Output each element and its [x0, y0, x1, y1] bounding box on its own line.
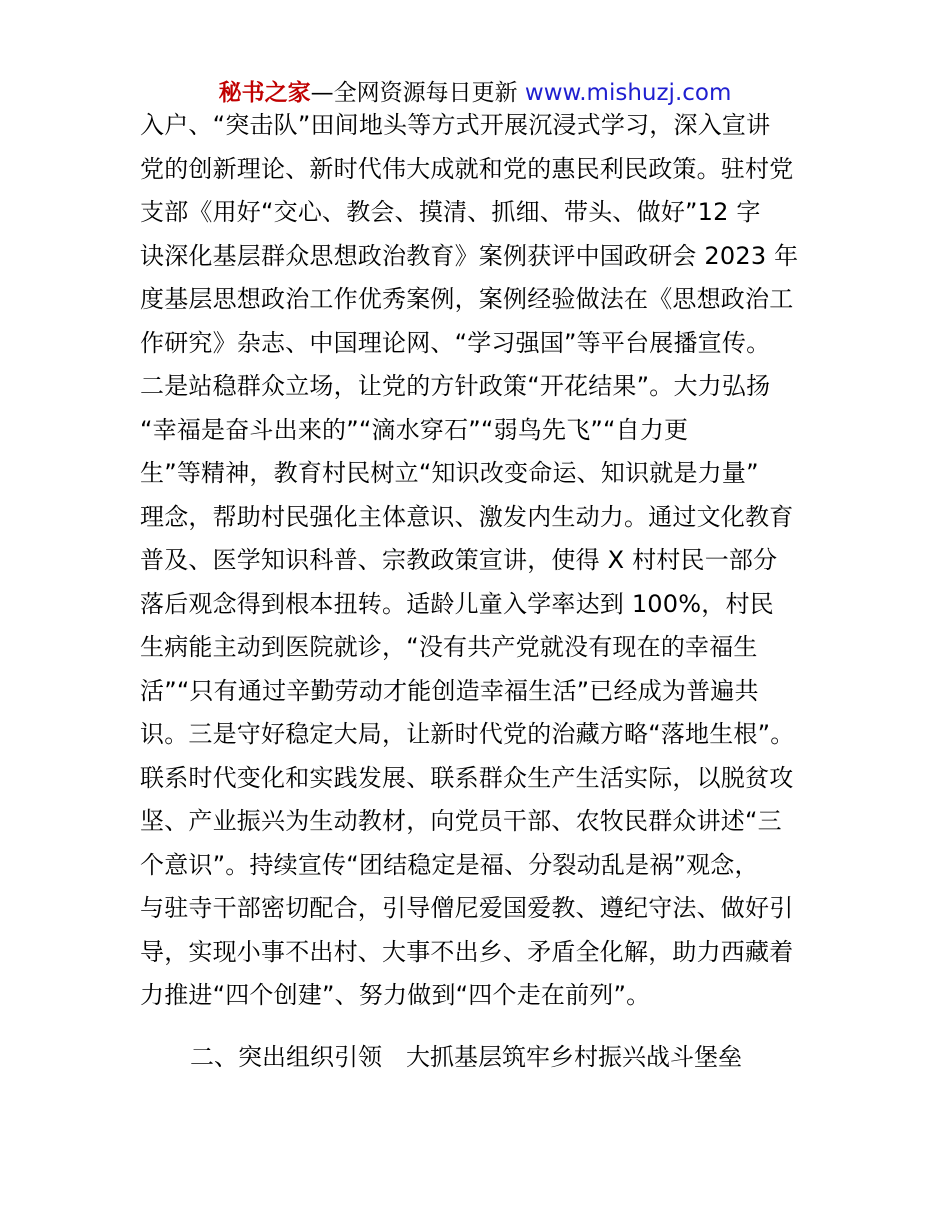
- body-line: 作研究》杂志、中国理论网、“学习强国”等平台展播宣传。: [140, 328, 771, 357]
- site-url-link[interactable]: www.mishuzj.com: [524, 80, 732, 106]
- site-tagline: —全网资源每日更新: [310, 80, 525, 106]
- body-line: 导，实现小事不出村、大事不出乡、矛盾全化解，助力西藏着: [140, 937, 794, 966]
- body-line: 识。三是守好稳定大局，让新时代党的治藏方略“落地生根”。: [140, 720, 795, 748]
- body-line: 度基层思想政治工作优秀案例，案例经验做法在《思想政治工: [140, 285, 794, 313]
- body-line: 个意识”。持续宣传“团结稳定是福、分裂动乱是祸”观念，: [140, 850, 759, 879]
- section-heading: 二、突出组织引领 大抓基层筑牢乡村振兴战斗堡垒: [190, 1043, 742, 1071]
- body-line: 支部《用好“交心、教会、摸清、抓细、带头、做好”12 字: [140, 198, 761, 226]
- body-line: 生病能主动到医院就诊，“没有共产党就没有现在的幸福生: [140, 633, 758, 661]
- body-text: [140, 104, 820, 1018]
- body-line: 活”“只有通过辛勤劳动才能创造幸福生活”已经成为普遍共: [140, 676, 759, 705]
- body-line: 联系时代变化和实践发展、联系群众生产生活实际，以脱贫攻: [140, 763, 794, 792]
- body-line: 入户、“突击队”田间地头等方式开展沉浸式学习，深入宣讲: [140, 111, 771, 139]
- body-line: 二是站稳群众立场，让党的方针政策“开花结果”。大力弘扬: [140, 372, 771, 400]
- body-line: 诀深化基层群众思想政治教育》案例获评中国政研会 2023 年: [140, 241, 799, 270]
- body-line: 生”等精神，教育村民树立“知识改变命运、知识就是力量”: [140, 459, 759, 487]
- body-line: 理念，帮助村民强化主体意识、激发内生动力。通过文化教育: [140, 502, 794, 531]
- body-line: 与驻寺干部密切配合，引导僧尼爱国爱教、遵纪守法、做好引: [140, 894, 794, 922]
- body-line: 落后观念得到根本扭转。适龄儿童入学率达到 100%，村民: [140, 589, 774, 618]
- body-line: “幸福是奋斗出来的”“滴水穿石”“弱鸟先飞”“自力更: [140, 415, 689, 444]
- body-line: 坚、产业振兴为生动教材，向党员干部、农牧民群众讲述“三: [140, 807, 782, 835]
- body-line: 普及、医学知识科普、宗教政策宣讲，使得 X 村村民一部分: [140, 546, 778, 574]
- site-brand: 秘书之家: [218, 80, 311, 106]
- body-line: 力推进“四个创建”、努力做到“四个走在前列”。: [140, 981, 651, 1009]
- body-line: 党的创新理论、新时代伟大成就和党的惠民利民政策。驻村党: [140, 154, 794, 183]
